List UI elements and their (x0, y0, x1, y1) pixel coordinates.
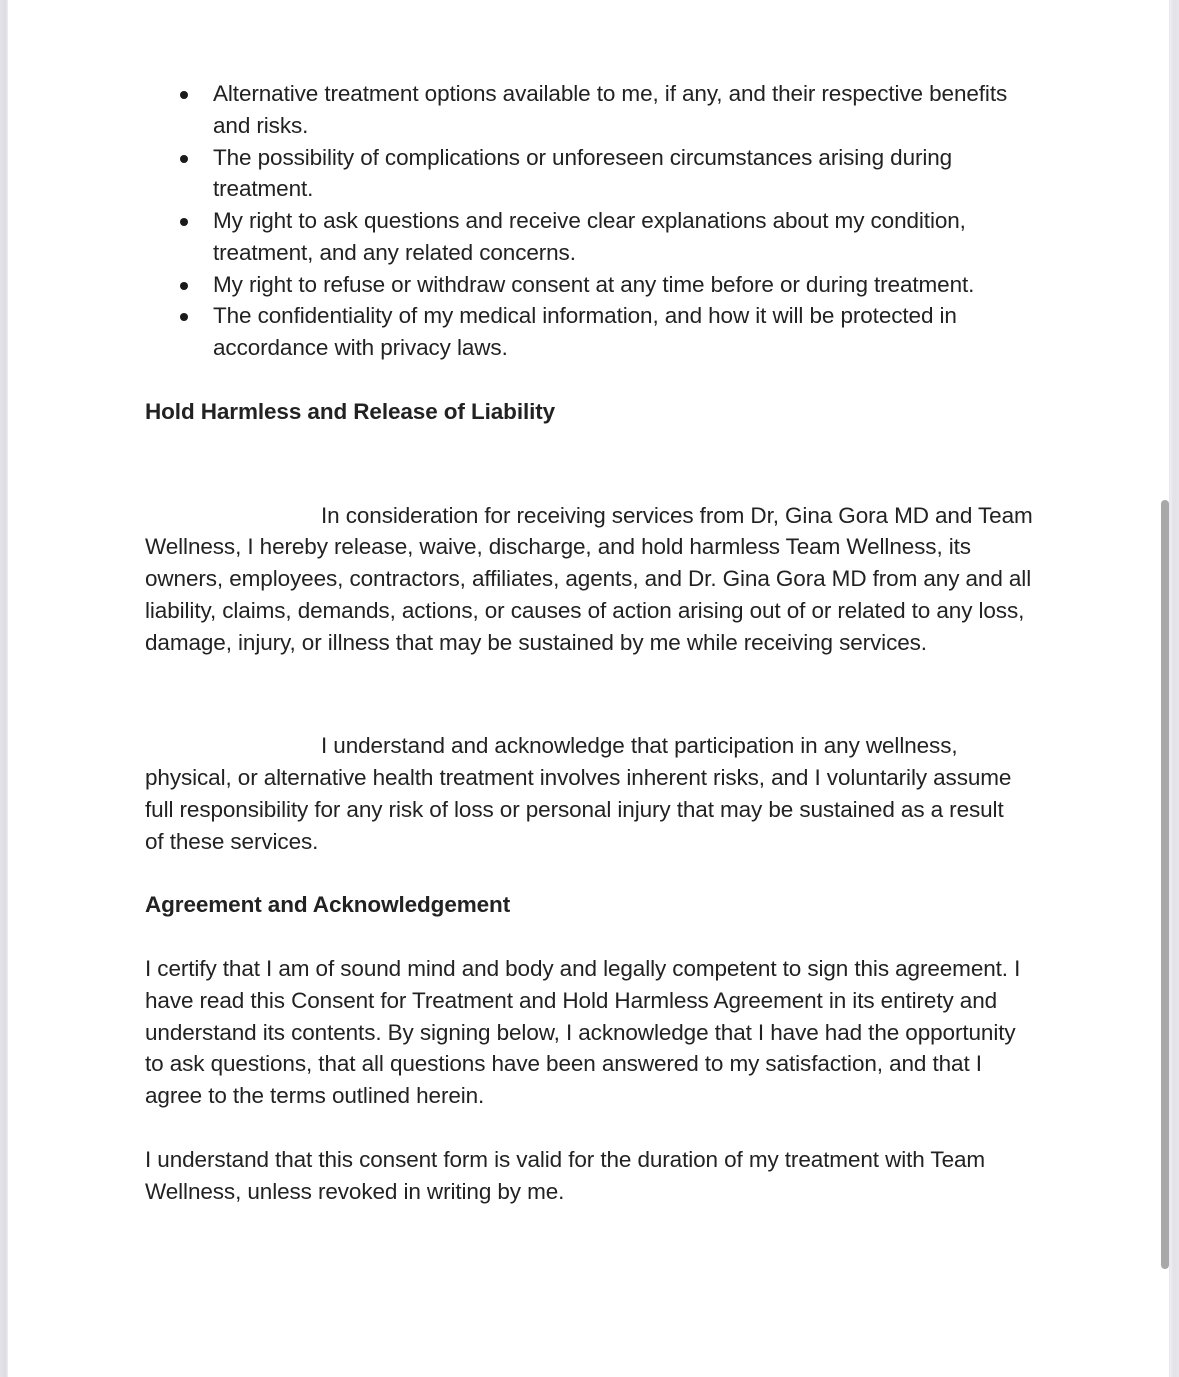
list-item-text: My right to refuse or withdraw consent at any time before or during treatment. (213, 271, 975, 297)
release-of-liability-paragraph: In consideration for receiving services from Dr, Gina Gora MD and Team Wellness, I hereby release, waive, discharge, and hold harmless Team Wellness, its owners, employees, contractors, affiliates, agents, and Dr. Gina Gora MD from any and all liability, claims, demands, actions, or causes of action arising out of or related to any loss, damage, injury, or illness that may be sustained by me while receiving services. (145, 502, 1033, 655)
document-body (145, 78, 1045, 1207)
list-item (145, 300, 1038, 364)
list-item-text: The confidentiality of my medical information, and how it will be protected in accordance with privacy laws. (213, 303, 957, 360)
list-item (145, 205, 1038, 269)
validity-paragraph: I understand that this consent form is valid for the duration of my treatment with Team Wellness, unless revoked in writing by me. (145, 1146, 986, 1204)
certification-paragraph: I certify that I am of sound mind and body and legally competent to sign this agreement. I have read this Consent for Treatment and Hold Harmless Agreement in its entirety and understand its contents. By signing below, I acknowledge that I have had the opportunity to ask questions, that all questions have been answered to my satisfaction, and that I agree to the terms outlined herein. (145, 956, 1021, 1108)
list-item-text: My right to ask questions and receive clear explanations about my condition, treatment, and any related concerns. (213, 208, 966, 265)
bullet-icon (180, 218, 188, 226)
consent-bullet-list (145, 78, 1045, 364)
bullet-icon (180, 282, 188, 290)
scrollbar-thumb[interactable] (1161, 500, 1169, 1269)
bullet-icon (180, 91, 188, 99)
scrollbar-track[interactable] (1170, 0, 1179, 1377)
assumption-of-risk-paragraph: I understand and acknowledge that participation in any wellness, physical, or alternative health treatment involves inherent risks, and I voluntarily assume full responsibility for any risk of loss or personal injury that may be sustained as a result of these services. (145, 733, 1012, 854)
section-heading-hold-harmless: Hold Harmless and Release of Liability (145, 398, 556, 424)
list-item-text: The possibility of complications or unforeseen circumstances arising during treatment. (213, 144, 953, 202)
list-item (145, 78, 1038, 142)
bullet-icon (180, 313, 188, 321)
section-heading-agreement: Agreement and Acknowledgement (145, 892, 511, 918)
list-item-text: Alternative treatment options available to me, if any, and their respective benefits and risks. (213, 81, 1008, 138)
bullet-icon (180, 155, 188, 163)
left-page-margin (0, 0, 8, 1377)
list-item (145, 142, 1038, 206)
list-item (145, 269, 1038, 301)
